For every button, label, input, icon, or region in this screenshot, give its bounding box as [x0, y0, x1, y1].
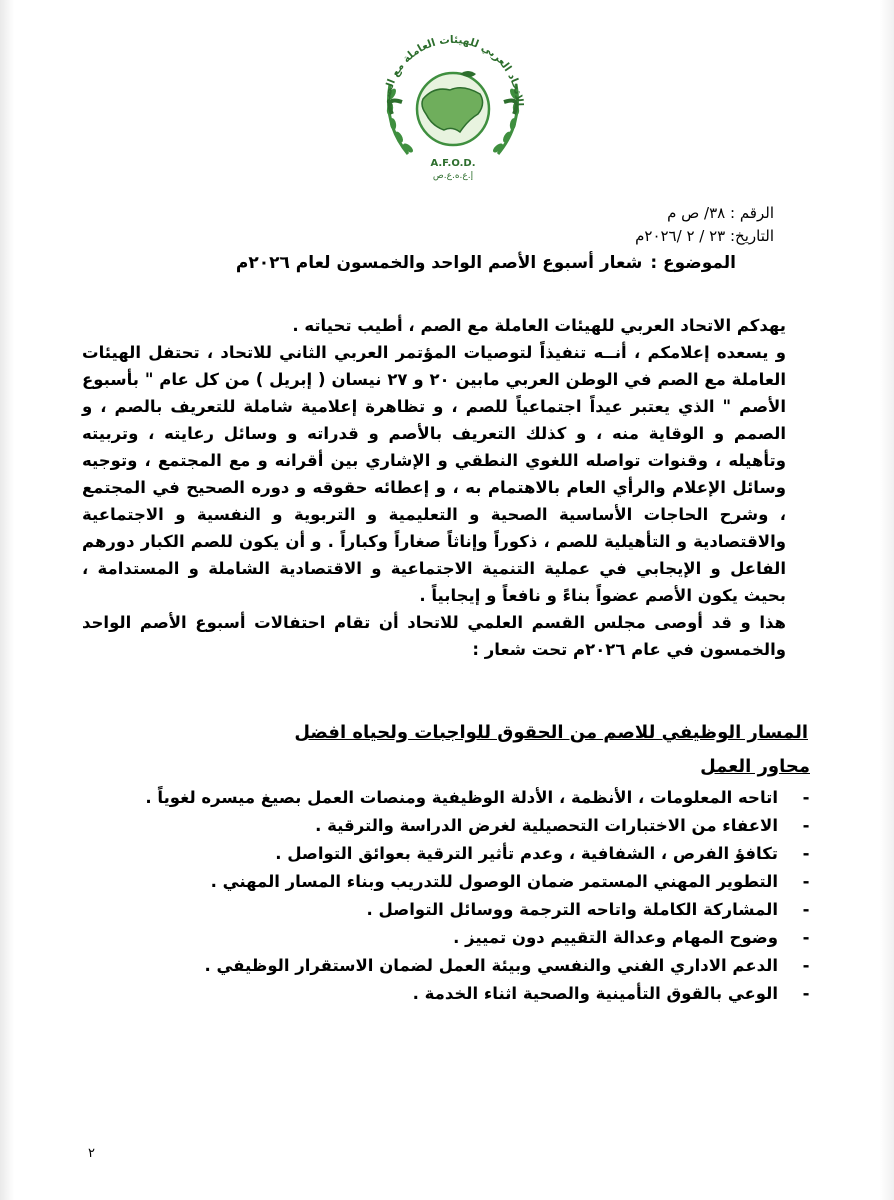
list-item — [84, 868, 816, 896]
list-item — [84, 840, 816, 868]
bullet-dash: - — [802, 928, 810, 947]
work-axes-title: محاور العمل — [700, 756, 810, 777]
list-item-text: تكافؤ الفرص ، الشفافية ، وعدم تأثير الترقية بعوائق التواصل . — [275, 844, 778, 863]
week-slogan: المسار الوظيفي للاصم من الحقوق للواجبات ولحياه افضل — [294, 722, 808, 743]
subject-line — [236, 250, 736, 276]
list-item — [84, 980, 816, 1008]
reference-number: الرقم : ٣٨/ ص م — [667, 204, 774, 222]
main-paragraph: و يسعده إعلامكم ، أنــه تنفيذاً لتوصيات المؤتمر العربي الثاني للاتحاد ، تحتفل الهيئات العاملة مع الصم في الوطن العربي مابين ٢٠ و ٢٧ نيسان ( إبريل ) من كل عام " بأسبوع الأصم " الذي يعتبر عيداً اجتماعياً للصم ، و تظاهرة إعلامية شاملة للتعريف بالصم ، و الصمم و الوقاية منه ، و كذلك التعريف بالأصم و قدراته و وسائل رعايته ، وتربيته وتأهيله ، وقنوات تواصله اللغوي النطقي و الإشاري بين أقرانه و مع المجتمع ، وتوجيه وسائل الإعلام والرأي العام بالاهتمام به ، و إعطائه حقوقه و دوره الصحيح في المجتمع ، وشرح الحاجات الأساسية الصحية و التعليمية و التربوية و النفسية و الاجتماعية والاقتصادية و التأهيلية للصم ، ذكوراً وإناثاً صغاراً وكباراً . و أن يكون للصم الكبار دورهم الفاعل و الإيجابي في عملية التنمية الاجتماعية و الاقتصادية الشاملة و المستدامة ، بحيث يكون الأصم عضواً بناءً و نافعاً و إيجابياً . — [82, 343, 787, 605]
subject-label: الموضوع : — [650, 253, 736, 273]
recommendation-paragraph: هذا و قد أوصى مجلس القسم العلمي للاتحاد أن تقام احتفالات أسبوع الأصم الواحد والخمسون في عام ٢٠٢٦م تحت شعار : — [82, 613, 786, 659]
bullet-dash: - — [802, 900, 810, 919]
organization-logo — [368, 14, 538, 184]
list-item-text: الدعم الاداري الفني والنفسي وبيئة العمل لضمان الاستقرار الوظيفي . — [204, 956, 778, 975]
arab-world-map-icon — [417, 71, 489, 145]
list-item — [84, 952, 816, 980]
list-item-text: الاعفاء من الاختبارات التحصيلية لغرض الدراسة والترقية . — [315, 816, 778, 835]
logo-arabic-name: الاتحاد العربي للهيئات العاملة مع الصم — [380, 33, 526, 107]
work-axes-list — [84, 784, 816, 1008]
list-item — [84, 896, 816, 924]
list-item-text: وضوح المهام وعدالة التقييم دون تمييز . — [453, 928, 778, 947]
logo-latin-abbrev: A.F.O.D. — [430, 158, 476, 169]
greeting-paragraph: يهدكم الاتحاد العربي للهيئات العاملة مع الصم ، أطيب تحياته . — [292, 316, 786, 335]
list-item-text: التطوير المهني المستمر ضمان الوصول للتدريب وبناء المسار المهني . — [210, 872, 778, 891]
document-date: التاريخ: ٢٣ / ٢ /٢٠٢٦م — [635, 227, 774, 245]
bullet-dash: - — [802, 844, 810, 863]
page-number: ٢ — [88, 1146, 95, 1161]
list-item — [84, 812, 816, 840]
bullet-dash: - — [802, 984, 810, 1003]
bullet-dash: - — [802, 872, 810, 891]
list-item — [84, 924, 816, 952]
bullet-dash: - — [802, 788, 810, 807]
list-item — [84, 784, 816, 812]
list-item-text: المشاركة الكاملة واتاحه الترجمة ووسائل التواصل . — [366, 900, 778, 919]
list-item-text: الوعي بالقوق التأمينية والصحية اثناء الخدمة . — [412, 984, 778, 1003]
subject-text: شعار أسبوع الأصم الواحد والخمسون لعام ٢٠٢٦م — [235, 253, 643, 273]
letter-body — [82, 312, 786, 663]
list-item-text: اتاحه المعلومات ، الأنظمة ، الأدلة الوظيفية ومنصات العمل بصيغ ميسره لغوياً . — [145, 788, 778, 807]
bullet-dash: - — [802, 816, 810, 835]
bullet-dash: - — [802, 956, 810, 975]
logo-arabic-abbrev: إ.ع.ه.ع.ص — [432, 171, 474, 181]
